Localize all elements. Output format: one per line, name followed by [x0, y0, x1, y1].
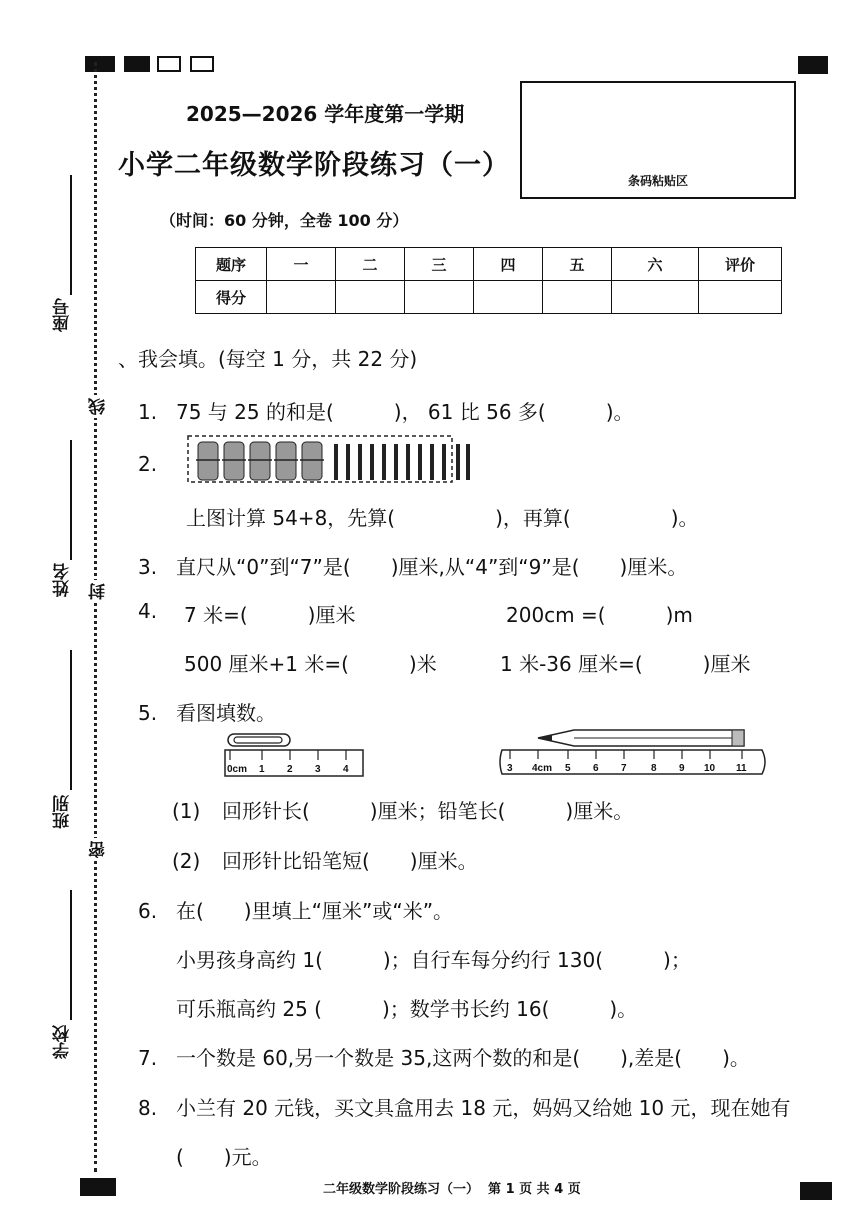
question-text: 直尺从“0”到“7”是( )厘米,从“4”到“9”是( )厘米。 — [176, 555, 688, 579]
question-4-number: 4. — [138, 599, 158, 623]
barcode-label: 条码粘贴区 — [627, 174, 688, 188]
tick-label: 3 — [507, 763, 513, 774]
question-8 — [138, 1092, 791, 1121]
school-year: 2025—2026 学年度第一学期 — [186, 102, 465, 126]
ruler-with-clip — [224, 728, 366, 780]
corner-mark — [85, 56, 115, 72]
underline-seat — [70, 175, 72, 295]
question-5-sub2 — [172, 845, 478, 874]
question-4c: 500 厘米+1 米=( )米 — [184, 652, 437, 676]
question-text: 小兰有 20 元钱，买文具盒用去 18 元，妈妈又给她 10 元，现在她有 — [176, 1096, 791, 1120]
question-number: 6. — [138, 899, 158, 923]
corner-mark — [190, 56, 214, 72]
question-4a: 7 米=( )厘米 — [184, 603, 356, 627]
tick-label: 8 — [651, 763, 657, 774]
question-text: 一个数是 60,另一个数是 35,这两个数的和是( ),差是( )。 — [176, 1046, 750, 1070]
question-5-sub1 — [172, 795, 633, 824]
question-1 — [138, 396, 634, 425]
score-header-cell: 评价 — [699, 248, 782, 281]
question-text: 看图填数。 — [176, 701, 276, 725]
underline-class — [70, 650, 72, 790]
time-note: （时间：60 分钟，全卷 100 分） — [160, 211, 409, 230]
underline-school — [70, 890, 72, 1020]
question-7 — [138, 1042, 750, 1071]
score-row-label: 得分 — [196, 281, 267, 314]
sub-text: 回形针长( )厘米；铅笔长( )厘米。 — [222, 799, 634, 823]
tick-label: 9 — [679, 763, 685, 774]
score-row — [196, 281, 782, 314]
score-header-cell: 三 — [405, 248, 474, 281]
corner-mark — [80, 1178, 116, 1196]
tick-label: 3 — [315, 764, 321, 775]
score-table — [195, 247, 782, 314]
score-header-cell: 题序 — [196, 248, 267, 281]
corner-mark — [798, 56, 828, 74]
sub-number: (1) — [172, 799, 201, 823]
sub-text: 回形针比铅笔短( )厘米。 — [222, 849, 478, 873]
question-8-continued: ( )元。 — [176, 1145, 272, 1169]
corner-mark — [157, 56, 181, 72]
seal-line-char: 线 — [86, 395, 111, 418]
score-cell[interactable] — [336, 281, 405, 314]
question-2-number: 2. — [138, 452, 158, 476]
question-6b: 可乐瓶高约 25 ( )；数学书长约 16( )。 — [176, 997, 638, 1021]
seat-label: 座号 — [53, 298, 73, 332]
score-header-row — [196, 248, 782, 281]
score-cell[interactable] — [405, 281, 474, 314]
corner-mark — [800, 1182, 832, 1200]
tick-label: 5 — [565, 763, 571, 774]
score-header-cell: 四 — [474, 248, 543, 281]
section-heading: 、我会填。(每空 1 分，共 22 分) — [118, 347, 418, 371]
pencil — [538, 730, 744, 746]
question-number: 5. — [138, 701, 158, 725]
page-title: 小学二年级数学阶段练习（一） — [118, 150, 510, 181]
score-cell[interactable] — [612, 281, 699, 314]
seal-secret-char: 密 — [86, 838, 111, 861]
tick-label: 0cm — [227, 764, 248, 775]
score-cell[interactable] — [474, 281, 543, 314]
tick-label: 1 — [259, 764, 265, 775]
paper-clip — [228, 734, 290, 746]
score-header-cell: 一 — [267, 248, 336, 281]
score-header-cell: 五 — [543, 248, 612, 281]
tick-label: 2 — [287, 764, 293, 775]
tick-label: 6 — [593, 763, 599, 774]
underline-name — [70, 440, 72, 560]
sub-number: (2) — [172, 849, 201, 873]
class-label: 班别 — [53, 795, 73, 829]
score-header-cell: 二 — [336, 248, 405, 281]
page-footer: 二年级数学阶段练习（一） 第 1 页 共 4 页 — [323, 1182, 581, 1197]
tick-label: 10 — [704, 763, 716, 774]
corner-mark — [124, 56, 150, 72]
question-number: 1. — [138, 400, 158, 424]
question-number: 7. — [138, 1046, 158, 1070]
sticks-picture — [186, 434, 474, 486]
question-4b: 200cm =( )m — [506, 603, 693, 627]
question-number: 8. — [138, 1096, 158, 1120]
ruler-with-pencil — [496, 726, 770, 782]
school-label: 学校 — [53, 1025, 73, 1059]
seal-seal-char: 封 — [86, 580, 111, 603]
tick-label: 4cm — [532, 763, 553, 774]
tick-label: 4 — [343, 764, 349, 775]
binding-line — [94, 62, 97, 1172]
tick-label: 7 — [621, 763, 627, 774]
question-4d: 1 米-36 厘米=( )厘米 — [500, 652, 751, 676]
score-cell[interactable] — [267, 281, 336, 314]
question-text: 在( )里填上“厘米”或“米”。 — [176, 899, 454, 923]
question-3 — [138, 551, 687, 580]
score-header-cell: 六 — [612, 248, 699, 281]
name-label: 姓名 — [53, 563, 73, 597]
question-number: 3. — [138, 555, 158, 579]
question-6 — [138, 895, 453, 924]
barcode-box — [520, 81, 796, 199]
score-cell[interactable] — [699, 281, 782, 314]
question-text: 75 与 25 的和是( )， 61 比 56 多( )。 — [176, 400, 634, 424]
question-5 — [138, 697, 276, 726]
score-cell[interactable] — [543, 281, 612, 314]
question-2-text: 上图计算 54+8，先算( )，再算( )。 — [186, 506, 699, 530]
tick-label: 11 — [736, 763, 747, 774]
question-6a: 小男孩身高约 1( )；自行车每分约行 130( )； — [176, 948, 691, 972]
